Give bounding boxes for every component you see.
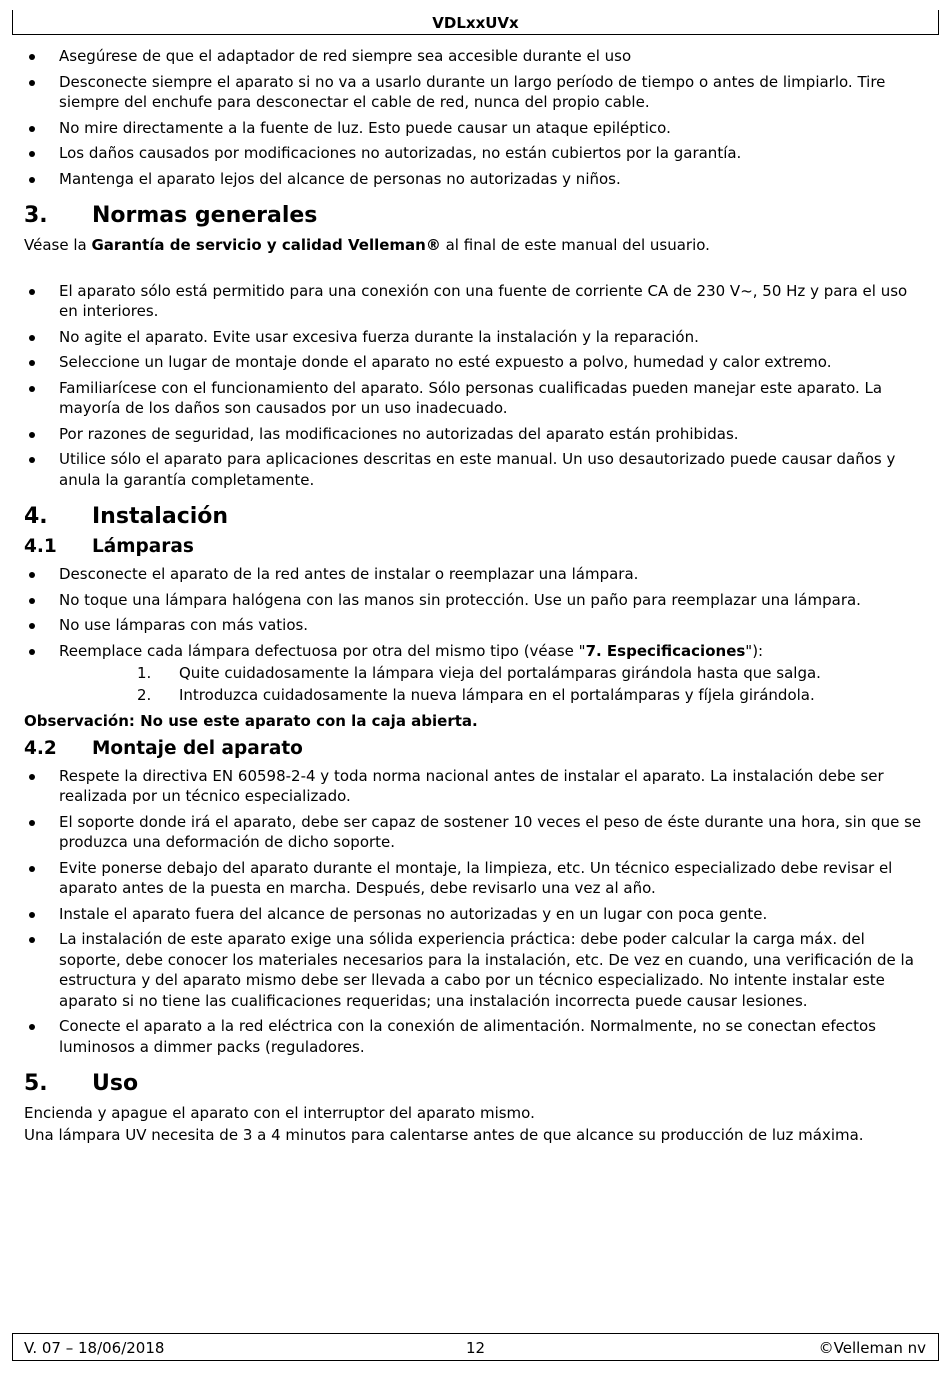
list-item: Familiarícese con el funcionamiento del aparato. Sólo personas cualificadas pueden manejar este aparato. La mayoría de los daños son causados por un uso inadecuado. xyxy=(24,378,924,419)
section-number: 3. xyxy=(24,203,48,228)
header-title: VDLxxUVx xyxy=(432,14,519,32)
subsection-heading-4-2 xyxy=(24,738,924,760)
step-item xyxy=(24,685,924,706)
intro-text: Véase la xyxy=(24,236,92,254)
list-item: Desconecte siempre el aparato si no va a usarlo durante un largo período de tiempo o antes de limpiarlo. Tire siempre del enchufe para desconectar el cable de red, nunca del propio cable. xyxy=(24,72,924,113)
section-number: 5. xyxy=(24,1071,48,1096)
intro-bold-text: Garantía de servicio y calidad Velleman® xyxy=(91,236,441,254)
list-item: Conecte el aparato a la red eléctrica con la conexión de alimentación. Normalmente, no se conectan efectos luminosos a dimmer packs (reguladores. xyxy=(24,1016,924,1057)
footer-version: V. 07 – 18/06/2018 xyxy=(24,1339,165,1357)
section-title: Instalación xyxy=(92,504,229,529)
step-text: Quite cuidadosamente la lámpara vieja del portalámparas girándola hasta que salga. xyxy=(179,664,821,682)
subsection-title: Lámparas xyxy=(92,536,194,557)
lamp-replacement-steps xyxy=(24,663,924,705)
list-item: Instale el aparato fuera del alcance de personas no autorizadas y en un lugar con poca gente. xyxy=(24,904,924,925)
list-item: El soporte donde irá el aparato, debe ser capaz de sostener 10 veces el peso de éste durante una hora, sin que se produzca una deformación de dicho soporte. xyxy=(24,812,924,853)
intro-bullet-list xyxy=(24,46,924,189)
list-item: Los daños causados por modificaciones no autorizadas, no están cubiertos por la garantía. xyxy=(24,143,924,164)
section-3-bullet-list xyxy=(24,281,924,491)
subsection-number: 4.2 xyxy=(24,737,57,759)
section-heading-4 xyxy=(24,504,924,530)
paragraph: Una lámpara UV necesita de 3 a 4 minutos para calentarse antes de que alcance su producción de luz máxima. xyxy=(24,1125,864,1144)
bullet-text: Reemplace cada lámpara defectuosa por otra del mismo tipo (véase " xyxy=(59,641,586,660)
list-item: La instalación de este aparato exige una sólida experiencia práctica: debe poder calcular la carga máx. del soporte, debe conocer los materiales necesarios para la instalación, etc. De vez en cuando, una verificación de la estructura y del aparato mismo debe ser llevada a cabo por un técnico especializado. No intente instalar este aparato si no tiene las cualificaciones requeridas; una instalación incorrecta puede causar lesiones. xyxy=(24,929,924,1011)
paragraph: Encienda y apague el aparato con el interruptor del aparato mismo. xyxy=(24,1104,535,1122)
list-item: El aparato sólo está permitido para una conexión con una fuente de corriente CA de 230 V~, 50 Hz y para el uso en interiores. xyxy=(24,281,924,322)
list-item: Mantenga el aparato lejos del alcance de personas no autorizadas y niños. xyxy=(24,169,924,190)
bullet-text-end: "): xyxy=(745,641,764,660)
section-title: Uso xyxy=(92,1071,139,1096)
step-item xyxy=(24,663,924,684)
list-item: Asegúrese de que el adaptador de red siempre sea accesible durante el uso xyxy=(24,46,924,67)
list-item: Desconecte el aparato de la red antes de instalar o reemplazar una lámpara. xyxy=(24,564,924,585)
section-heading-5 xyxy=(24,1071,924,1097)
header-divider xyxy=(12,34,939,35)
lamps-bullet-list xyxy=(24,564,924,661)
list-item: No use lámparas con más vatios. xyxy=(24,615,924,636)
list-item: Seleccione un lugar de montaje donde el aparato no esté expuesto a polvo, humedad y calor extremo. xyxy=(24,352,924,373)
spec-reference: 7. Especificaciones xyxy=(585,641,746,660)
page-header xyxy=(12,10,939,35)
list-item: No agite el aparato. Evite usar excesiva fuerza durante la instalación y la reparación. xyxy=(24,327,924,348)
section-number: 4. xyxy=(24,504,48,529)
note-text: Observación: No use este aparato con la caja abierta. xyxy=(24,712,478,730)
subsection-title: Montaje del aparato xyxy=(92,737,303,759)
subsection-heading-4-1 xyxy=(24,536,924,558)
subsection-number: 4.1 xyxy=(24,536,57,557)
list-item xyxy=(24,641,924,662)
step-number: 1. xyxy=(137,664,152,682)
step-number: 2. xyxy=(137,685,152,704)
list-item: Por razones de seguridad, las modificaciones no autorizadas del aparato están prohibidas. xyxy=(24,424,924,445)
list-item: Evite ponerse debajo del aparato durante el montaje, la limpieza, etc. Un técnico especializado debe revisar el aparato antes de la puesta en marcha. Después, debe revisarlo una vez al año. xyxy=(24,858,924,899)
step-text: Introduzca cuidadosamente la nueva lámpara en el portalámparas y fíjela girándola. xyxy=(179,685,815,704)
section-title: Normas generales xyxy=(92,203,318,228)
mounting-bullet-list xyxy=(24,766,924,1058)
list-item: Utilice sólo el aparato para aplicaciones descritas en este manual. Un uso desautorizado puede causar daños y anula la garantía completamente. xyxy=(24,449,924,490)
list-item: Respete la directiva EN 60598-2-4 y toda norma nacional antes de instalar el aparato. La instalación debe ser realizada por un técnico especializado. xyxy=(24,766,924,807)
page-content xyxy=(24,46,924,1150)
list-item: No mire directamente a la fuente de luz. Esto puede causar un ataque epiléptico. xyxy=(24,118,924,139)
section-heading-3 xyxy=(24,203,924,229)
footer-page-number: 12 xyxy=(465,1339,486,1357)
intro-text-end: al final de este manual del usuario. xyxy=(440,236,710,254)
page-footer xyxy=(12,1333,939,1361)
footer-copyright: ©Velleman nv xyxy=(818,1339,926,1357)
list-item: No toque una lámpara halógena con las manos sin protección. Use un paño para reemplazar una lámpara. xyxy=(24,590,924,611)
spacer xyxy=(24,261,924,281)
section-3-intro xyxy=(24,235,924,256)
